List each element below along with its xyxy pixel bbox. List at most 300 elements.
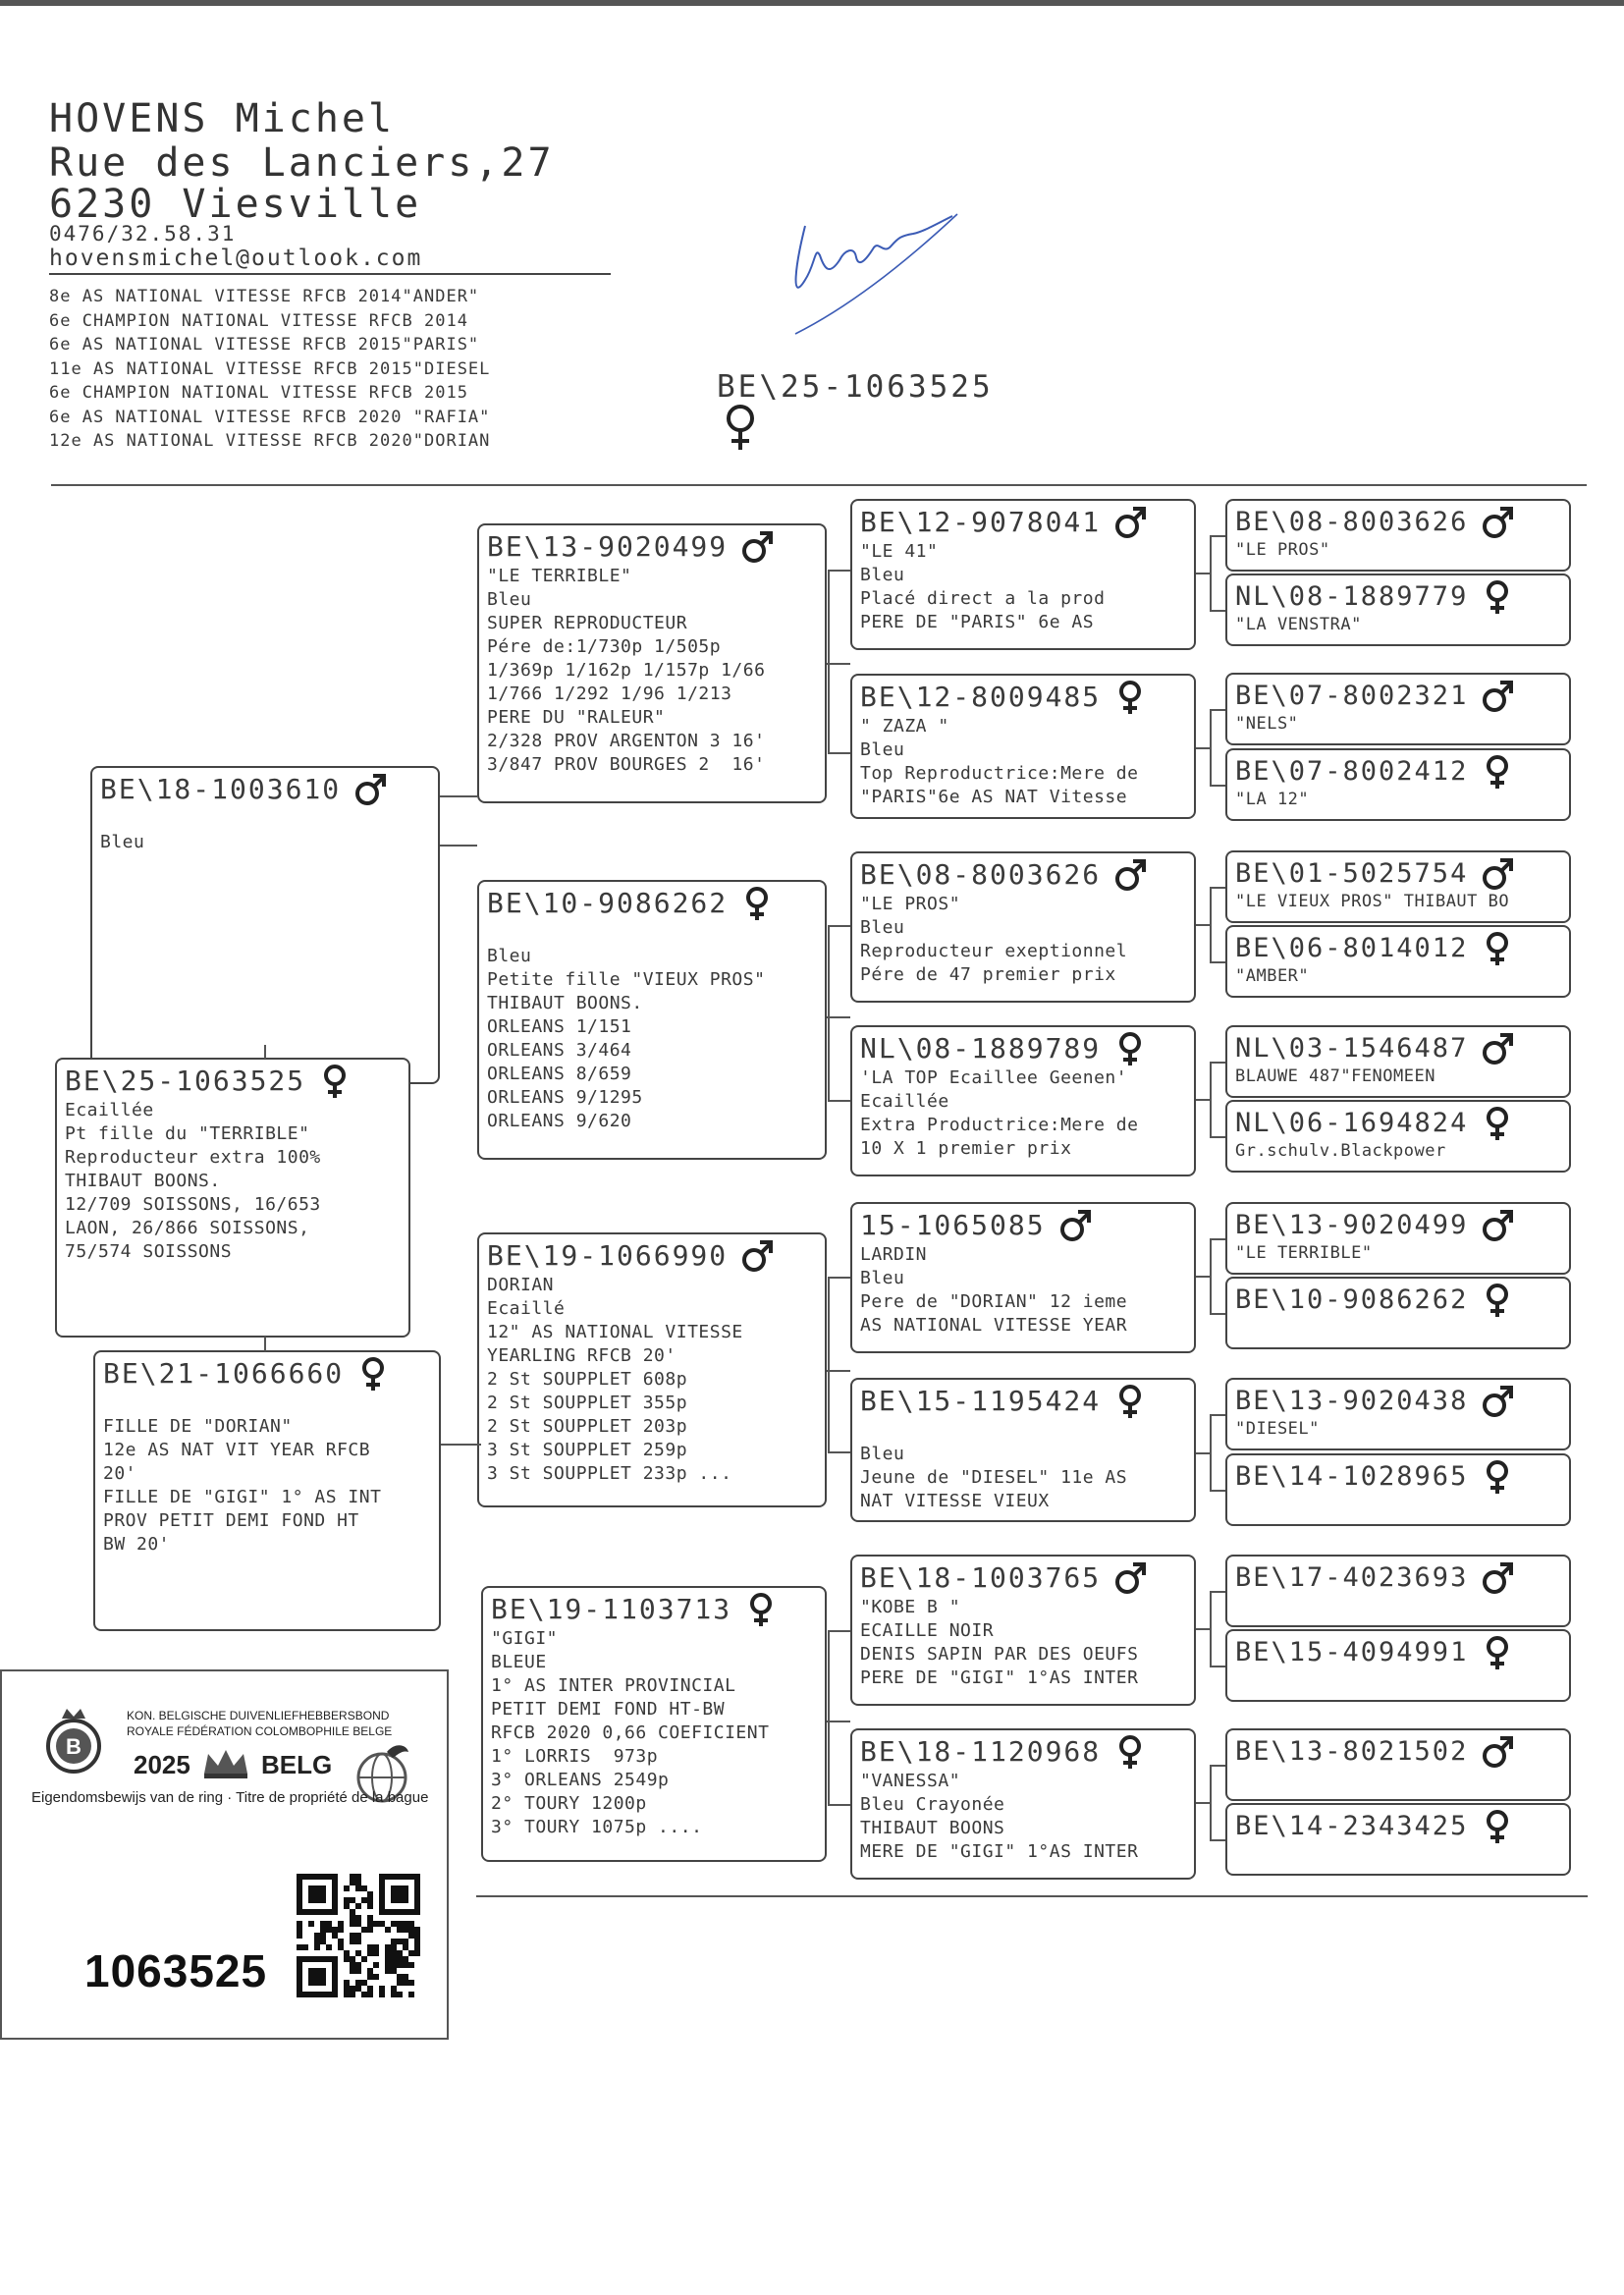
pedigree-note: Pt fille du "TERRIBLE" [65, 1123, 310, 1144]
pedigree-note: ORLEANS 9/620 [487, 1111, 632, 1131]
pedigree-note: "LE TERRIBLE" [1235, 1243, 1373, 1263]
pedigree-note: 1° AS INTER PROVINCIAL [491, 1675, 736, 1696]
pedigree-note: 2/328 PROV ARGENTON 3 16' [487, 731, 766, 751]
ring-row [487, 886, 817, 921]
connector-line [828, 570, 830, 754]
ring-number: 15-1065085 [860, 1209, 1046, 1241]
pedigree-card [1225, 574, 1571, 646]
card-country: BELG [261, 1750, 333, 1779]
connector-line [1196, 924, 1210, 926]
female-symbol-icon [1114, 1031, 1146, 1066]
connector-line [1210, 535, 1212, 612]
ring-row [1235, 856, 1561, 892]
pedigree-note: Bleu [860, 917, 905, 938]
pedigree-note: ORLEANS 9/1295 [487, 1087, 643, 1108]
connector-line [264, 1337, 266, 1351]
female-symbol-icon [1482, 754, 1513, 790]
female-symbol-icon [1482, 1283, 1513, 1318]
ring-number: NL\08-1889789 [860, 1032, 1102, 1065]
ring-number: BE\07-8002321 [1235, 681, 1469, 711]
male-symbol-icon [1114, 857, 1146, 893]
pedigree-card [1225, 1277, 1571, 1349]
owner-title: 6e CHAMPION NATIONAL VITESSE RFCB 2014 [49, 310, 468, 331]
connector-line [1210, 1765, 1225, 1767]
pedigree-note: "LA 12" [1235, 790, 1310, 809]
ring-number: BE\13-9020499 [1235, 1210, 1469, 1240]
connector-line [1210, 1414, 1212, 1492]
connector-line [828, 925, 830, 1102]
connector-line [1196, 1452, 1210, 1454]
pedigree-note: THIBAUT BOONS [860, 1818, 1005, 1838]
owner-title: 8e AS NATIONAL VITESSE RFCB 2014"ANDER" [49, 287, 480, 306]
connector-line [1196, 1099, 1210, 1101]
pedigree-note: "LE 41" [860, 541, 939, 562]
pedigree-note: "LE TERRIBLE" [487, 566, 632, 586]
ring-number: BE\15-1195424 [860, 1385, 1102, 1417]
female-symbol-icon [357, 1356, 389, 1392]
pedigree-card [1225, 1025, 1571, 1098]
pedigree-note: PERE DU "RALEUR" [487, 707, 666, 728]
connector-line [1210, 1591, 1212, 1667]
pedigree-note: PETIT DEMI FOND HT-BW [491, 1699, 726, 1720]
male-symbol-icon [1482, 1384, 1513, 1419]
male-symbol-icon [1059, 1208, 1091, 1243]
card-year: 2025 [134, 1750, 190, 1779]
qr-code [297, 1874, 420, 1997]
ring-number: BE\19-1103713 [491, 1593, 732, 1625]
pedigree-note: "AMBER" [1235, 966, 1310, 986]
ring-number: BE\14-2343425 [1235, 1811, 1469, 1841]
pedigree-card [1225, 1555, 1571, 1627]
owner-title: 11e AS NATIONAL VITESSE RFCB 2015"DIESEL [49, 358, 491, 379]
male-symbol-icon [1482, 1734, 1513, 1770]
ring-number: BE\17-4023693 [1235, 1562, 1469, 1593]
pedigree-note: BW 20' [103, 1534, 171, 1555]
pedigree-note: Extra Productrice:Mere de [860, 1115, 1139, 1135]
ring-ownership-card [0, 1669, 449, 2040]
ring-number: BE\12-9078041 [860, 506, 1102, 538]
connector-line [828, 1277, 850, 1279]
pedigree-note: ORLEANS 3/464 [487, 1040, 632, 1061]
female-symbol-icon [1482, 1809, 1513, 1844]
connector-line [1196, 747, 1210, 749]
female-symbol-icon [745, 1592, 777, 1627]
pedigree-note: Pére de:1/730p 1/505p [487, 636, 722, 657]
pedigree-note: PERE DE "GIGI" 1°AS INTER [860, 1667, 1139, 1688]
pedigree-note: Petite fille "VIEUX PROS" [487, 969, 766, 990]
pedigree-note: "KOBE B " [860, 1597, 961, 1617]
pedigree-bottom-rule [476, 1895, 1588, 1897]
pedigree-note: Bleu Crayonée [860, 1794, 1005, 1815]
male-symbol-icon [1482, 1560, 1513, 1596]
connector-line [827, 1016, 850, 1018]
female-symbol-icon [1114, 1384, 1146, 1419]
male-symbol-icon [741, 529, 773, 565]
pedigree-note: Ecaillée [65, 1100, 154, 1120]
ring-number: BE\07-8002412 [1235, 756, 1469, 787]
ring-row [1235, 931, 1561, 966]
connector-line [1210, 785, 1225, 787]
connector-line [1210, 1238, 1225, 1240]
pedigree-note: "GIGI" [491, 1628, 559, 1649]
connector-line [1196, 1802, 1210, 1804]
pedigree-card [850, 1555, 1196, 1706]
ring-row [1235, 1208, 1561, 1243]
pedigree-card [481, 1586, 827, 1862]
connector-line [1196, 1276, 1210, 1278]
pedigree-note: 1° LORRIS 973p [491, 1746, 659, 1767]
card-title: Eigendomsbewijs van de ring · Titre de propriété de la bague [31, 1789, 429, 1806]
pedigree-note: NAT VITESSE VIEUX [860, 1491, 1050, 1511]
ring-number: 1063525 [84, 1945, 268, 1996]
pedigree-note: Bleu [860, 565, 905, 585]
ring-number: BE\14-1028965 [1235, 1461, 1469, 1492]
ring-number: BE\06-8014012 [1235, 933, 1469, 963]
pedigree-note: FILLE DE "GIGI" 1° AS INT [103, 1487, 382, 1507]
pedigree-note: 2 St SOUPPLET 203p [487, 1416, 688, 1437]
owner-title: 12e AS NATIONAL VITESSE RFCB 2020"DORIAN [49, 431, 491, 451]
pedigree-card [850, 1025, 1196, 1176]
male-symbol-icon [1482, 1031, 1513, 1066]
pedigree-card [1225, 850, 1571, 923]
owner-street: Rue des Lanciers,27 [49, 140, 555, 186]
female-symbol-icon [1482, 931, 1513, 966]
pedigree-note: LARDIN [860, 1244, 928, 1265]
ring-number: BE\18-1003765 [860, 1561, 1102, 1594]
pedigree-note: 3° ORLEANS 2549p [491, 1770, 670, 1790]
male-symbol-icon [354, 772, 386, 807]
pedigree-note: FILLE DE "DORIAN" [103, 1416, 293, 1437]
pedigree-note: Bleu [487, 946, 532, 966]
owner-name: HOVENS Michel [49, 96, 396, 141]
pedigree-note: 1/766 1/292 1/96 1/213 [487, 683, 732, 704]
male-symbol-icon [741, 1238, 773, 1274]
pedigree-note: 3/847 PROV BOURGES 2 16' [487, 754, 766, 775]
pedigree-note: PERE DE "PARIS" 6e AS [860, 612, 1095, 632]
ring-number: NL\08-1889779 [1235, 581, 1469, 612]
owner-city: 6230 Viesville [49, 182, 422, 227]
pedigree-note: MERE DE "GIGI" 1°AS INTER [860, 1841, 1139, 1862]
pedigree-note: Ecaillé [487, 1298, 566, 1319]
connector-line [1210, 709, 1212, 787]
ring-row [860, 1208, 1186, 1243]
ring-number: BE\18-1003610 [100, 773, 342, 805]
ring-row [1235, 754, 1561, 790]
male-symbol-icon [1482, 679, 1513, 714]
pedigree-note: 20' [103, 1463, 137, 1484]
pedigree-note: Bleu [860, 1444, 905, 1464]
connector-line [264, 1045, 266, 1059]
connector-line [828, 752, 850, 754]
ring-number: BE\10-9086262 [487, 887, 729, 919]
pedigree-card [1225, 1803, 1571, 1876]
pedigree-card [477, 880, 827, 1160]
pedigree-note: Ecaillée [860, 1091, 949, 1112]
pedigree-note: 'LA TOP Ecaillee Geenen' [860, 1067, 1128, 1088]
pedigree-note [100, 807, 430, 831]
pedigree-card [850, 851, 1196, 1003]
connector-line [1210, 535, 1225, 537]
connector-line [1210, 1591, 1225, 1593]
pedigree-card [1225, 1728, 1571, 1801]
ring-row [1235, 1384, 1561, 1419]
pedigree-card [90, 766, 440, 1084]
ring-number: BE\15-4094991 [1235, 1637, 1469, 1667]
pedigree-note: 2 St SOUPPLET 608p [487, 1369, 688, 1390]
connector-line [1210, 961, 1225, 963]
male-symbol-icon [1482, 856, 1513, 892]
pedigree-note: "PARIS"6e AS NAT Vitesse [860, 787, 1128, 807]
pedigree-card [1225, 499, 1571, 572]
pedigree-note: Bleu [487, 589, 532, 610]
pedigree-note [487, 921, 817, 945]
pedigree-note: SUPER REPRODUCTEUR [487, 613, 688, 633]
connector-line [827, 1721, 850, 1722]
pedigree-note: THIBAUT BOONS. [65, 1171, 221, 1191]
ring-row [1235, 1106, 1561, 1141]
ring-row [860, 857, 1186, 893]
pedigree-note: BLAUWE 487"FENOMEEN [1235, 1066, 1435, 1086]
pedigree-note: ORLEANS 1/151 [487, 1016, 632, 1037]
pedigree-note: 12e AS NAT VIT YEAR RFCB [103, 1440, 371, 1460]
ring-number: BE\12-8009485 [860, 681, 1102, 713]
ring-row [860, 1560, 1186, 1596]
ring-number: BE\19-1066990 [487, 1239, 729, 1272]
subject-ring-number: BE\25-1063525 [717, 369, 994, 405]
connector-line [1210, 1839, 1225, 1841]
pedigree-note: YEARLING RFCB 20' [487, 1345, 677, 1366]
card-org-fr: ROYALE FÉDÉRATION COLOMBOPHILE BELGE [127, 1724, 393, 1738]
connector-line [1196, 1628, 1210, 1630]
pedigree-note: 12/709 SOISSONS, 16/653 [65, 1194, 321, 1215]
female-symbol-icon [1482, 1459, 1513, 1495]
crown-icon [200, 1746, 251, 1779]
pedigree-note: " ZAZA " [860, 716, 949, 737]
federation-logo-icon [37, 1705, 111, 1778]
connector-line [1210, 887, 1225, 889]
pedigree-note: ECAILLE NOIR [860, 1620, 995, 1641]
pedigree-card [850, 1202, 1196, 1353]
pedigree-card [1225, 1378, 1571, 1450]
ring-row [1235, 1031, 1561, 1066]
pedigree-note: BLEUE [491, 1652, 547, 1672]
connector-line [828, 1630, 850, 1632]
connector-line [1210, 1490, 1225, 1492]
connector-line [828, 925, 850, 927]
pedigree-card [850, 674, 1196, 819]
ring-row [1235, 1560, 1561, 1596]
pedigree-note: "DIESEL" [1235, 1419, 1320, 1439]
pedigree-note: Placé direct a la prod [860, 588, 1106, 609]
ring-number: BE\18-1120968 [860, 1735, 1102, 1768]
pedigree-note: "LE PROS" [1235, 540, 1330, 560]
ring-number: BE\13-9020438 [1235, 1386, 1469, 1416]
pedigree-note: Bleu [100, 832, 145, 852]
pedigree-note: Pére de 47 premier prix [860, 964, 1116, 985]
pedigree-note: "LA VENSTRA" [1235, 615, 1362, 634]
ring-number: NL\03-1546487 [1235, 1033, 1469, 1064]
connector-line [1196, 573, 1210, 574]
pedigree-card [55, 1058, 410, 1338]
owner-title: 6e AS NATIONAL VITESSE RFCB 2015"PARIS" [49, 335, 480, 355]
female-symbol-icon [1114, 680, 1146, 715]
pedigree-note [860, 1419, 1186, 1443]
ring-row [491, 1592, 817, 1627]
pedigree-note: RFCB 2020 0,66 COEFICIENT [491, 1722, 770, 1743]
connector-line [827, 663, 850, 665]
pedigree-card [850, 499, 1196, 650]
pedigree-note: 12" AS NATIONAL VITESSE [487, 1322, 743, 1342]
pedigree-note: 3 St SOUPPLET 259p [487, 1440, 688, 1460]
connector-line [440, 795, 477, 797]
pedigree-note: 2 St SOUPPLET 355p [487, 1393, 688, 1413]
pedigree-card [477, 523, 827, 803]
ring-row [487, 1238, 817, 1274]
connector-line [1210, 1238, 1212, 1315]
connector-line [828, 1630, 830, 1806]
connector-line [1210, 1062, 1225, 1064]
pedigree-card [1225, 1629, 1571, 1702]
male-symbol-icon [1114, 1560, 1146, 1596]
pedigree-note: 2° TOURY 1200p [491, 1793, 647, 1814]
connector-line [828, 1277, 830, 1453]
pedigree-note: "LE PROS" [860, 894, 961, 914]
ring-row [860, 1734, 1186, 1770]
female-symbol-icon [1482, 1106, 1513, 1141]
ring-row [1235, 1734, 1561, 1770]
connector-line [1210, 1765, 1212, 1841]
ring-row [1235, 1459, 1561, 1495]
owner-divider [49, 273, 611, 275]
connector-line [828, 570, 850, 572]
connector-line [1210, 1666, 1225, 1667]
female-symbol-icon [741, 886, 773, 921]
pedigree-note: DENIS SAPIN PAR DES OEUFS [860, 1644, 1139, 1665]
ring-row [103, 1356, 431, 1392]
pedigree-note: ORLEANS 8/659 [487, 1064, 632, 1084]
ring-row [1235, 679, 1561, 714]
connector-line [1210, 610, 1225, 612]
pedigree-note [103, 1392, 431, 1415]
ring-row [1235, 505, 1561, 540]
pedigree-note: Reproducteur exeptionnel [860, 941, 1128, 961]
pedigree-note: Top Reproductrice:Mere de [860, 763, 1139, 784]
pedigree-note: 3° TOURY 1075p .... [491, 1817, 703, 1837]
ring-number: BE\25-1063525 [65, 1065, 306, 1097]
ring-row [1235, 579, 1561, 615]
pedigree-card [850, 1378, 1196, 1522]
owner-titles-list [49, 285, 490, 454]
connector-line [440, 845, 477, 847]
male-symbol-icon [1114, 505, 1146, 540]
card-org-nl: KON. BELGISCHE DUIVENLIEFHEBBERSBOND [127, 1709, 390, 1722]
connector-line [828, 1804, 850, 1806]
pedigree-note: 1/369p 1/162p 1/157p 1/66 [487, 660, 766, 681]
ring-row [860, 505, 1186, 540]
pedigree-note: "VANESSA" [860, 1771, 961, 1791]
pedigree-note: "LE VIEUX PROS" THIBAUT BO [1235, 892, 1510, 911]
pedigree-card [1225, 673, 1571, 745]
female-symbol-icon [1482, 1635, 1513, 1670]
ring-number: BE\08-8003626 [1235, 507, 1469, 537]
ring-row [487, 529, 817, 565]
pedigree-note: 10 X 1 premier prix [860, 1138, 1072, 1159]
ring-number: BE\13-8021502 [1235, 1736, 1469, 1767]
pedigree-note: Gr.schulv.Blackpower [1235, 1141, 1446, 1161]
svg-text:B: B [66, 1734, 81, 1759]
ring-row [100, 772, 430, 807]
pedigree-top-rule [51, 484, 1587, 486]
pedigree-card [850, 1728, 1196, 1880]
pedigree-note: 75/574 SOISSONS [65, 1241, 233, 1262]
pedigree-note: LAON, 26/866 SOISSONS, [65, 1218, 310, 1238]
male-symbol-icon [1482, 1208, 1513, 1243]
handwritten-signature [785, 187, 1001, 354]
pedigree-note: "NELS" [1235, 714, 1299, 734]
pedigree-note: Bleu [860, 739, 905, 760]
female-symbol-icon [1482, 579, 1513, 615]
ring-row [1235, 1809, 1561, 1844]
pedigree-note: Reproducteur extra 100% [65, 1147, 321, 1168]
pedigree-note: 3 St SOUPPLET 233p ... [487, 1463, 732, 1484]
ring-row [860, 1384, 1186, 1419]
connector-line [1210, 1313, 1225, 1315]
female-symbol-icon [319, 1064, 351, 1099]
ring-row [1235, 1635, 1561, 1670]
owner-title: 6e CHAMPION NATIONAL VITESSE RFCB 2015 [49, 383, 468, 403]
ring-number: BE\21-1066660 [103, 1357, 345, 1390]
pedigree-card [1225, 748, 1571, 821]
pedigree-note: DORIAN [487, 1275, 555, 1295]
pedigree-card [1225, 925, 1571, 998]
ring-row [860, 1031, 1186, 1066]
male-symbol-icon [1482, 505, 1513, 540]
owner-phone: 0476/32.58.31 [49, 222, 237, 246]
ring-number: BE\13-9020499 [487, 530, 729, 563]
connector-line [441, 1444, 481, 1446]
pedigree-card [1225, 1202, 1571, 1275]
connector-line [1210, 1136, 1225, 1138]
pedigree-note: Pere de "DORIAN" 12 ieme [860, 1291, 1128, 1312]
ring-row [65, 1064, 401, 1099]
pedigree-note: AS NATIONAL VITESSE YEAR [860, 1315, 1128, 1336]
ring-row [1235, 1283, 1561, 1318]
pedigree-card [477, 1232, 827, 1507]
pedigree-card [1225, 1453, 1571, 1526]
connector-line [1210, 887, 1212, 963]
pedigree-note: Jeune de "DIESEL" 11e AS [860, 1467, 1128, 1488]
pedigree-note: THIBAUT BOONS. [487, 993, 643, 1013]
owner-title: 6e AS NATIONAL VITESSE RFCB 2020 "RAFIA" [49, 407, 491, 427]
scan-top-edge [0, 0, 1624, 6]
pedigree-card [1225, 1100, 1571, 1173]
pedigree-note: Bleu [860, 1268, 905, 1288]
female-symbol-icon [719, 403, 762, 452]
owner-email: hovensmichel@outlook.com [49, 246, 423, 271]
pedigree-note: PROV PETIT DEMI FOND HT [103, 1510, 359, 1531]
connector-line [828, 1100, 850, 1102]
female-symbol-icon [1114, 1734, 1146, 1770]
pedigree-card [93, 1350, 441, 1631]
ring-number: NL\06-1694824 [1235, 1108, 1469, 1138]
ring-number: BE\01-5025754 [1235, 858, 1469, 889]
ring-number: BE\10-9086262 [1235, 1284, 1469, 1315]
connector-line [828, 1451, 850, 1453]
connector-line [1210, 709, 1225, 711]
ring-row [860, 680, 1186, 715]
connector-line [1210, 1062, 1212, 1138]
connector-line [827, 1370, 850, 1372]
